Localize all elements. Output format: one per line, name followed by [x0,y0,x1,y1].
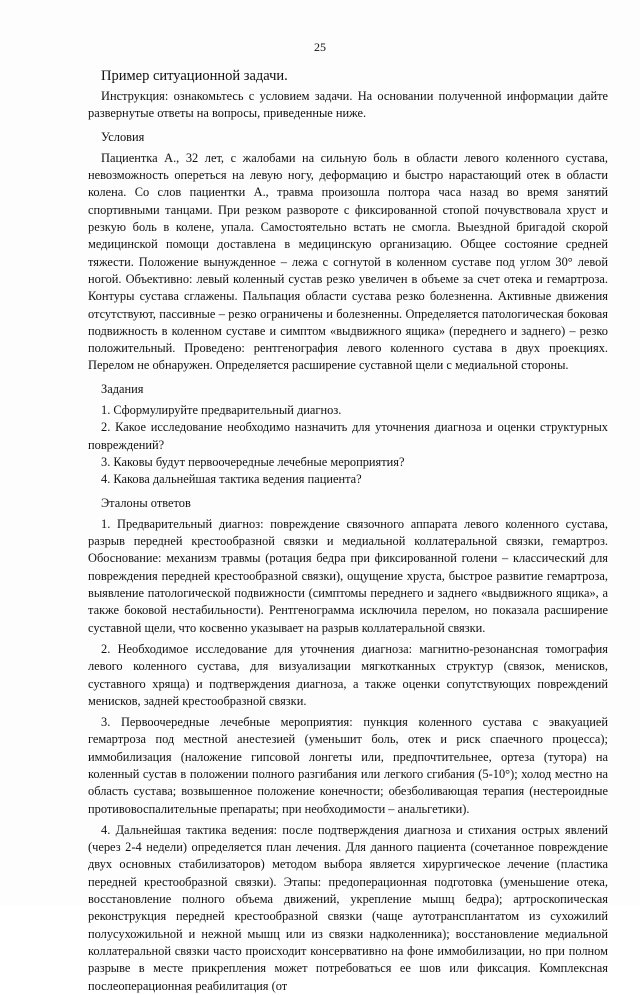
tasks-heading: Задания [101,381,144,396]
tasks-list [88,402,608,488]
conditions-paragraph: Пациентка А., 32 лет, с жалобами на сильную боль в области левого коленного сустава, невозможность опереться на левую ногу, деформацию и быстро нарастающий отек в области колена. Со слов пациентки А., травма произошла полтора часа назад во время занятий спортивными танцами. При резком развороте с фиксированной стопой почувствовала хруст и резкую боль в колене, упала. Самостоятельно встать не смогла. Выездной бригадой скорой медицинской помощи доставлена в медицинскую организацию. Общее состояние средней тяжести. Положение вынужденное – лежа с согнутой в коленном суставе под углом 30° левой ногой. Объективно: левый коленный сустав резко увеличен в объеме за счет отека и гемартроза. Контуры сустава сглажены. Пальпация области сустава резко болезненна. Активные движения отсутствуют, пассивные – резко ограничены и болезненны. Определяется патологическая боковая подвижность в коленном суставе и симптом «выдвижного ящика» (переднего и заднего) – резко положительный. Проведено: рентгенография левого коленного сустава в двух проекциях. Перелом не обнаружен. Определяется расширение суставной щели с медиальной стороны. [88,150,608,373]
answer-item: 1. Предварительный диагноз: повреждение связочного аппарата левого коленного сустава, разрыв передней крестообразной связки и медиальной коллатеральной связки, гемартроз. Обоснование: механизм травмы (ротация бедра при фиксированной голени – классический для повреждения передней крестообразной связки), ощущение хруста, быстрое развитие гемартроза, выявление патологической подвижности (симптомы переднего и заднего «выдвижного ящика», а также боковой нестабильности). Рентгенограмма исключила перелом, но показала расширение суставной щели, что косвенно указывает на разрыв коллатеральной связки. [88,516,608,635]
answer-item: 3. Первоочередные лечебные мероприятия: пункция коленного сустава с эвакуацией гемартроза под местной анестезией (уменьшит боль, отек и риск спаечного процесса); иммобилизация (наложение гипсовой лонгеты или, предпочтительнее, ортеза (тутора) на коленный сустав в положении полного разгибания или легкого сгибания (5-10°); холод местно на область сустава; возвышенное положение конечности; обезболивающая терапия (нестероидные противовоспалительные препараты; при необходимости – анальгетики). [88,715,608,816]
document-content [88,68,608,995]
answers-list [88,516,608,995]
task-item: 4. Какова дальнейшая тактика ведения пациента? [101,472,362,487]
task-item: 3. Каковы будут первоочередные лечебные мероприятия? [101,454,405,469]
answer-item: 4. Дальнейшая тактика ведения: после подтверждения диагноза и стихания острых явлений (через 2-4 недели) определяется план лечения. Для данного пациента (сочетанное повреждение двух основных стабилизаторов) методом выбора является хирургическое лечение (пластика передней крестообразной связки). Этапы: предоперационная подготовка (уменьшение отека, восстановление полного объема движений, укрепление мышц бедра); артроскопическая реконструкция передней крестообразной связки (чаще аутотрансплантатом из сухожилий полусухожильной и нежной мышц или из связки надколенника); восстановление медиальной коллатеральной связки часто происходит консервативно на фоне иммобилизации, но при полном разрыве в месте прикрепления может потребоваться ее шов или фиксация. Комплексная послеоперационная реабилитация (от [88,822,608,993]
answers-heading: Эталоны ответов [101,495,191,510]
task-title: Пример ситуационной задачи. [101,68,288,84]
task-item: 2. Какое исследование необходимо назначить для уточнения диагноза и оценки структурных повреждений? [88,420,608,452]
instruction-paragraph: Инструкция: ознакомьтесь с условием задачи. На основании полученной информации дайте развернутые ответы на вопросы, приведенные ниже. [88,89,608,121]
task-item: 1. Сформулируйте предварительный диагноз. [101,403,342,418]
page-number: 25 [314,40,326,54]
conditions-heading: Условия [101,129,145,144]
answer-item: 2. Необходимое исследование для уточнения диагноза: магнитно-резонансная томография левого коленного сустава, для визуализации мягкотканных структур (связок, менисков, суставного хряща) и подтверждения диагноза, а также оценки сопутствующих повреждений менисков, задней крестообразной связки. [88,641,608,708]
